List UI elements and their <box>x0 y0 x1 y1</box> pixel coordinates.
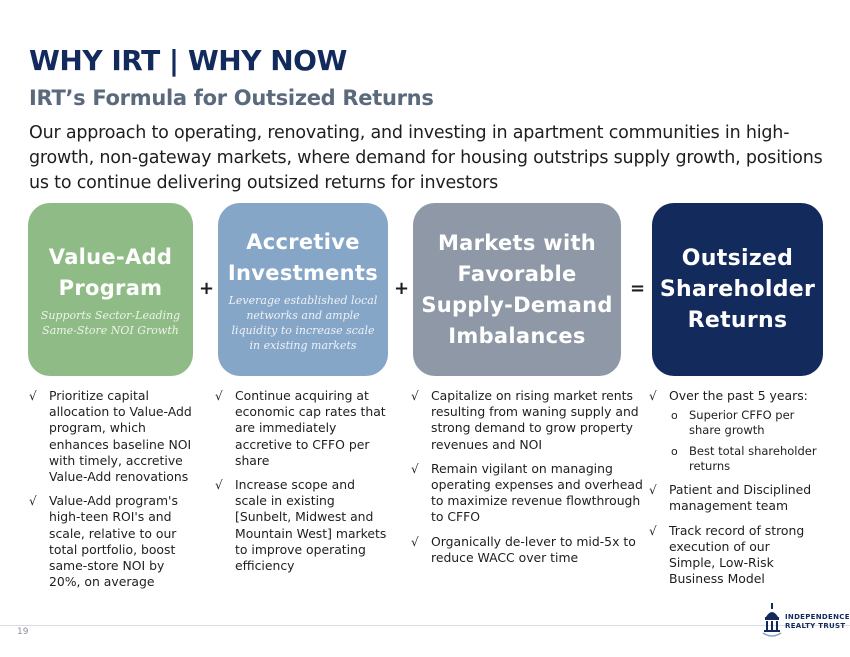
list-item-text: Value-Add program's high-teen ROI's and scale, relative to our total portfolio, boost same-store NOI by 20%, on average <box>49 493 178 590</box>
list-item-text: Continue acquiring at economic cap rates that are immediately accretive to CFFO per share <box>235 388 386 468</box>
list-item <box>29 493 199 590</box>
list-item <box>411 461 643 526</box>
accretive-investments-box <box>218 203 388 376</box>
page-number: 19 <box>17 627 29 637</box>
sub-list-item <box>669 444 819 474</box>
list-item <box>649 388 819 474</box>
logo-line: INDEPENDENCE <box>785 613 850 621</box>
check-icon: √ <box>649 523 657 538</box>
bullet-icon: o <box>671 409 678 423</box>
list-item-text: Over the past 5 years: <box>669 388 808 403</box>
page-title: WHY IRT | WHY NOW <box>29 44 347 77</box>
list-item <box>649 482 819 514</box>
capitol-building-icon <box>761 603 783 637</box>
list-item <box>215 477 390 574</box>
check-icon: √ <box>649 483 657 498</box>
check-icon: √ <box>411 389 419 403</box>
logo-text <box>785 613 850 631</box>
accretive-column <box>215 388 390 582</box>
logo-line: REALTY TRUST <box>785 622 846 630</box>
returns-column <box>649 388 819 595</box>
list-item <box>411 388 643 453</box>
bullet-icon: o <box>671 445 678 459</box>
list-item-text: Patient and Disciplined management team <box>669 482 812 514</box>
sub-list-item-text: Superior CFFO per share growth <box>689 408 795 438</box>
list-item-text: Remain vigilant on managing operating expenses and overhead to maximize revenue flowthrough to CFFO <box>431 460 643 525</box>
plus-operator: + <box>199 278 215 299</box>
box-title: Value-Add Program <box>48 244 173 300</box>
check-icon: √ <box>29 494 37 509</box>
check-icon: √ <box>411 534 419 549</box>
list-item-text: Capitalize on rising market rents resulting from waning supply and strong demand to grow property revenues and NOI <box>431 388 639 452</box>
box-title: Accretive Investments <box>227 229 379 285</box>
equals-operator: = <box>630 278 646 299</box>
box-subtitle: Leverage established local networks and ample liquidity to increase scale in existing markets <box>228 293 378 352</box>
list-item-text: Increase scope and scale in existing [Sunbelt, Midwest and Mountain West] markets to improve operating efficiency <box>235 477 387 574</box>
markets-box <box>413 203 621 376</box>
plus-operator: + <box>394 278 410 299</box>
page-subtitle: IRT’s Formula for Outsized Returns <box>29 86 434 110</box>
sub-list-item-text: Best total shareholder returns <box>689 444 817 474</box>
intro-paragraph: Our approach to operating, renovating, and investing in apartment communities in high-growth, non-gateway markets, where demand for housing outstrips supply growth, positions us to continue delivering outsized returns for investors <box>29 123 823 193</box>
value-add-column <box>29 388 199 598</box>
check-icon: √ <box>215 389 223 403</box>
box-subtitle: Supports Sector-Leading Same-Store NOI Growth <box>40 308 181 337</box>
footer-divider <box>0 625 850 626</box>
value-add-program-box <box>28 203 193 376</box>
list-item <box>649 523 819 588</box>
list-item-text: Prioritize capital allocation to Value-Add program, which enhances baseline NOI with timely, accretive Value-Add renovations <box>49 388 192 485</box>
list-item <box>215 388 390 469</box>
company-logo <box>761 601 850 641</box>
check-icon: √ <box>215 478 223 493</box>
outsized-returns-box <box>652 203 823 376</box>
box-title: Outsized Shareholder Returns <box>659 246 816 333</box>
check-icon: √ <box>29 389 37 403</box>
sub-list-item <box>669 408 819 438</box>
markets-column <box>411 388 643 574</box>
list-item-text: Track record of strong execution of our Simple, Low-Risk Business Model <box>669 522 805 587</box>
list-item <box>29 388 199 485</box>
check-icon: √ <box>411 461 419 476</box>
box-title: Markets with Favorable Supply-Demand Imbalances <box>421 230 613 348</box>
list-item <box>411 534 643 566</box>
check-icon: √ <box>649 389 657 403</box>
list-item-text: Organically de-lever to mid-5x to reduce WACC over time <box>431 533 636 565</box>
